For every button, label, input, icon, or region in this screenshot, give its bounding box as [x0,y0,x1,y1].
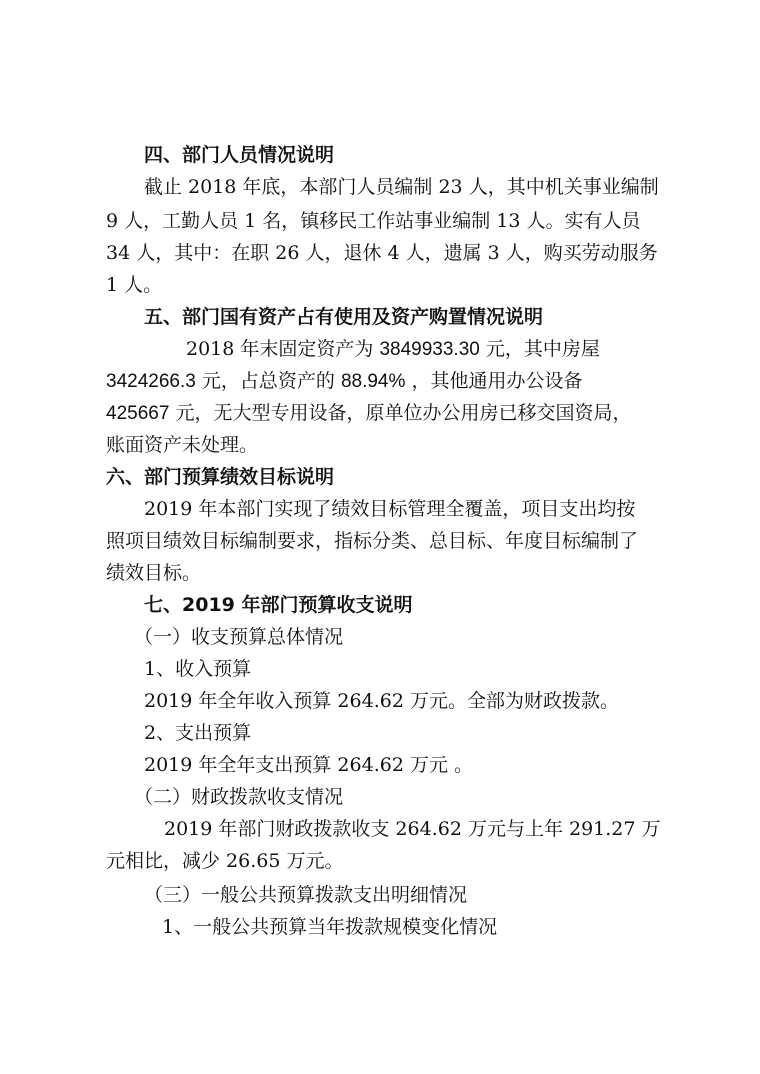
section-6-title: 六、部门预算绩效目标说明 [106,466,335,488]
section-5-line-3 [106,398,631,429]
section-6-line-1: 2019 年本部门实现了绩效目标管理全覆盖，项目支出均按 [144,498,636,520]
section-5-line-2 [106,366,582,397]
section-7-item-1-text: 2019 年全年收入预算 264.62 万元。全部为财政拨款。 [144,690,619,712]
section-7-sub-2-line-1: 2019 年部门财政拨款收支 264.62 万元与上年 291.27 万 [164,818,661,840]
section-7-sub-2: （二）财政拨款收支情况 [134,786,344,808]
section-4-line-1: 截止 2018 年底，本部门人员编制 23 人，其中机关事业编制 [144,176,659,198]
section-4-line-3: 34 人，其中：在职 26 人，退休 4 人，遗属 3 人，购买劳动服务 [106,242,658,264]
building-share: 88.94% [340,371,406,392]
section-7-item-2: 2、支出预算 [144,722,252,744]
section-7-sub-1: （一）收支预算总体情况 [134,626,344,648]
section-5-line-1-text-b: 元，其中房屋 [485,338,600,360]
section-7-sub-3: （三）一般公共预算拨款支出明细情况 [144,884,468,906]
section-6-line-3: 绩效目标。 [106,562,202,584]
section-4-line-2: 9 人，工勤人员 1 名，镇移民工作站事业编制 13 人。实有人员 [106,210,641,232]
section-4-title: 四、部门人员情况说明 [144,144,335,166]
building-assets: 3424266.3 [106,371,196,392]
fixed-assets-total: 3849933.30 [379,339,480,360]
section-7-title: 七、2019 年部门预算收支说明 [144,594,413,616]
section-5-line-1-text-a: 2018 年末固定资产为 [186,338,374,360]
section-7-item-2-text: 2019 年全年支出预算 264.62 万元 。 [144,754,473,776]
section-4-line-4: 1 人。 [106,274,163,296]
section-5-line-1 [186,334,600,365]
office-equipment-assets: 425667 [106,403,170,424]
section-7-sub-2-line-2: 元相比，减少 26.65 万元。 [106,850,344,872]
section-5-line-4: 账面资产未处理。 [106,434,259,456]
section-7-item-1: 1、收入预算 [144,658,252,680]
section-6-line-2: 照项目绩效目标编制要求，指标分类、总目标、年度目标编制了 [106,530,639,552]
section-5-line-3-text: 元，无大型专用设备，原单位办公用房已移交国资局， [175,402,632,424]
section-5-title: 五、部门国有资产占有使用及资产购置情况说明 [144,306,544,328]
section-5-line-2-text-b: ，其他通用办公设备 [411,370,583,392]
section-7-sub-3-item-1: 1、一般公共预算当年拨款规模变化情况 [162,916,498,938]
section-5-line-2-text-a: 元，占总资产的 [201,370,335,392]
